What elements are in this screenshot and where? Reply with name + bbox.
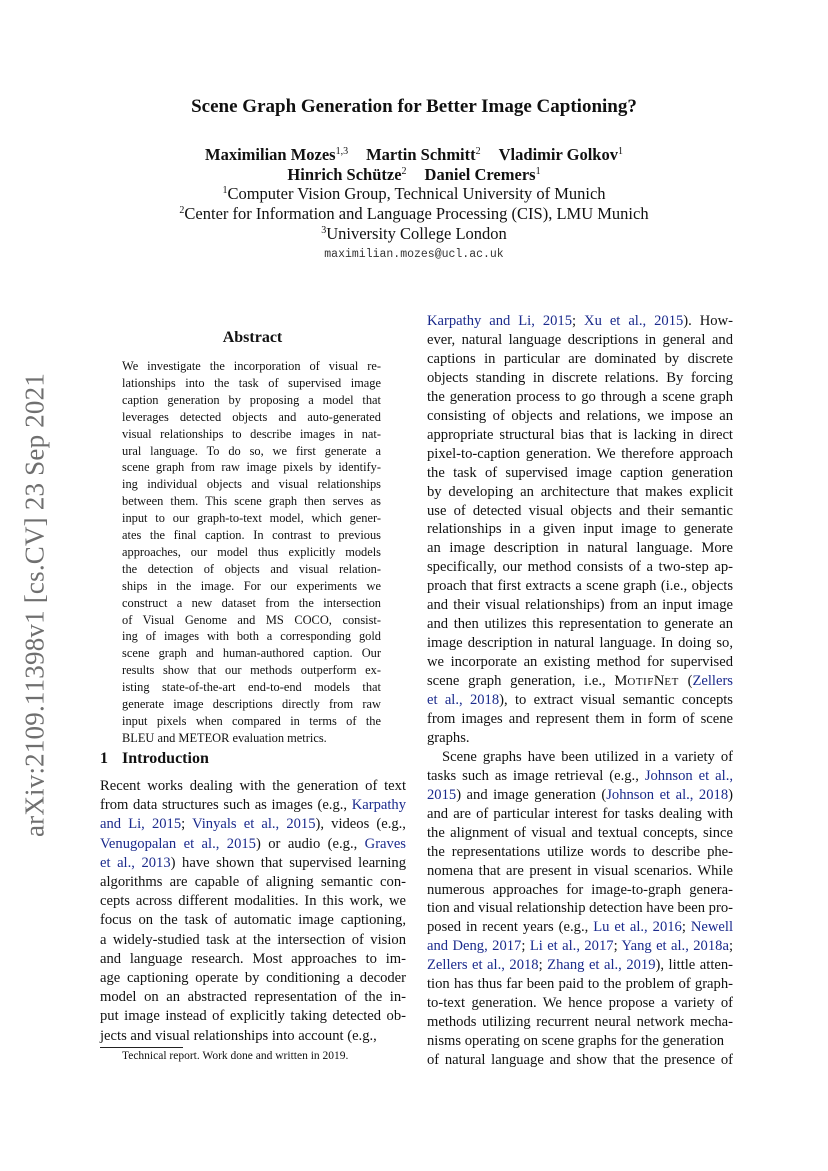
citation-link[interactable]: Zellers et al., 2018: [427, 957, 539, 974]
abstract-line: BLEU and METEOR evaluation metrics.: [122, 730, 327, 745]
affiliation-line: [0, 224, 828, 244]
text-run: ;: [521, 938, 530, 955]
text-line: [100, 835, 406, 854]
text-line: [427, 312, 733, 331]
citation-link[interactable]: Zellers: [692, 673, 733, 690]
text-run: tion and visual relationship detection have been pro-: [427, 900, 733, 917]
author-name: Maximilian Mozes$^{1,3}$: [205, 145, 349, 164]
text-line: [427, 843, 733, 862]
citation-link[interactable]: Karpathy: [351, 797, 406, 814]
text-run: ), to extract visual semantic concepts: [499, 692, 733, 708]
abstract-line: scene graph and human-authored caption. Our: [122, 646, 381, 661]
text-run: by developing an architecture that makes explicit: [427, 483, 733, 500]
abstract-line: input to our graph-to-text model, which gener-: [122, 511, 381, 526]
abstract-line: leverages detected objects and auto-generated: [122, 409, 381, 424]
text-line: [427, 653, 733, 672]
author-affiliation-marker: 1: [535, 166, 541, 177]
citation-link[interactable]: Lu et al., 2016: [593, 919, 682, 936]
text-line: [427, 558, 733, 577]
text-run: put image instead of explicitly taking detected ob-: [100, 1008, 406, 1025]
footnote-rule: [100, 1047, 183, 1048]
text-run: ) have shown that supervised learning: [170, 854, 406, 871]
text-line: [427, 672, 733, 691]
text-run: ) or audio (e.g.,: [255, 835, 365, 852]
text-line: [100, 988, 406, 1007]
text-run: to-text generation. We hence propose a variety of: [427, 995, 733, 1012]
text-run: algorithms are capable of aligning semantic con-: [100, 874, 406, 890]
text-line: [427, 520, 733, 539]
text-run: nisms operating on scene graphs for the generation: [427, 1033, 725, 1050]
section-heading-introduction: [100, 750, 209, 768]
text-run: we incorporate an existing method for supervised: [427, 654, 733, 671]
text-line: [100, 1027, 406, 1046]
citation-link[interactable]: Yang et al., 2018a: [621, 938, 729, 955]
abstract-line: ships in the image. For our experiments we: [122, 578, 381, 593]
abstract-line: of Visual Genome and MS COCO, consist-: [122, 612, 381, 627]
citation-link[interactable]: and Deng, 2017: [427, 938, 522, 955]
text-run: graphs.: [427, 729, 470, 746]
text-line: [427, 786, 733, 805]
text-line: [427, 994, 733, 1013]
text-line: [100, 969, 406, 988]
author-affiliation-marker: 1: [617, 146, 623, 157]
text-line: [427, 577, 733, 596]
text-line: [427, 937, 733, 956]
author-email: maximilian.mozes@ucl.ac.uk: [324, 248, 504, 261]
author-list-line-2: [0, 165, 828, 185]
small-caps-run: OTIF: [627, 676, 654, 689]
text-run: ;: [572, 313, 585, 329]
abstract-heading: Abstract: [222, 329, 283, 346]
text-line: [100, 815, 406, 834]
text-run: nomena that are present in visual scenarios. While: [427, 862, 733, 879]
text-line: [427, 331, 733, 350]
text-run: ;: [728, 938, 733, 955]
text-line: [427, 350, 733, 369]
text-run: ever, natural language descriptions in general and: [427, 331, 733, 348]
abstract-line: generate image descriptions directly from raw: [122, 697, 381, 711]
abstract-line: ing individual objects and visual relationships: [122, 477, 381, 492]
text-line: [100, 950, 406, 969]
author-name: Martin Schmitt$^2$: [366, 145, 481, 164]
text-line: [427, 483, 733, 502]
text-run: the alignment of visual and textual concepts, since: [427, 824, 733, 841]
section-number: 1: [100, 750, 108, 767]
text-run: Recent works dealing with the generation of text: [100, 778, 406, 794]
text-line: [427, 1032, 733, 1051]
author-list-line-1: [0, 145, 828, 165]
text-line: [427, 881, 733, 900]
citation-link[interactable]: Johnson et al., 2018: [606, 786, 729, 803]
paper-title: Scene Graph Generation for Better Image Captioning?: [191, 96, 637, 117]
text-run: and language research. Most approaches to im-: [100, 950, 406, 967]
text-line: [427, 388, 733, 407]
text-run: objects standing in discrete relations. By forcing: [427, 369, 733, 386]
text-run: scene graph generation, i.e., M: [427, 673, 628, 690]
text-run: model on an abstracted representation of the in-: [100, 989, 406, 1006]
citation-link[interactable]: Vinyals et al., 2015: [192, 816, 316, 833]
text-run: ;: [181, 816, 193, 833]
text-run: Scene graphs have been utilized in a variety of: [442, 748, 733, 765]
citation-link[interactable]: et al., 2013: [100, 854, 171, 871]
text-line: [100, 873, 406, 892]
text-line: [427, 445, 733, 464]
text-line: [427, 1013, 733, 1032]
abstract-line: ing of images with both a corresponding gold: [122, 629, 381, 644]
text-run: ;: [538, 957, 548, 974]
affiliation-line: [0, 184, 828, 204]
text-run: appropriate structural bias that is lacking in direct: [427, 426, 733, 443]
section-title: Introduction: [122, 750, 209, 767]
text-line: [427, 767, 733, 786]
text-run: ), videos (e.g.,: [315, 816, 406, 833]
affiliation-marker: 3: [321, 225, 327, 236]
text-run: a widely-studied task at the intersection of vision: [100, 931, 406, 948]
citation-link[interactable]: Johnson et al.,: [644, 767, 733, 784]
author-name: Daniel Cremers$^1$: [424, 165, 541, 184]
author-affiliation-marker: 2: [475, 146, 481, 157]
affiliation-text: Computer Vision Group, Technical University of Munich: [227, 184, 606, 203]
text-run: ): [728, 786, 733, 803]
affiliation-marker: 1: [222, 185, 228, 196]
affiliation-text: Center for Information and Language Processing (CIS), LMU Munich: [184, 204, 649, 223]
text-run: from data structures such as images (e.g.,: [100, 797, 352, 814]
affiliation-line: [0, 204, 828, 224]
text-run: of natural language and show that the presence of: [427, 1052, 733, 1069]
author-affiliation-marker: 2: [401, 166, 407, 177]
citation-link[interactable]: Li et al., 2017: [529, 938, 614, 955]
text-line: [427, 729, 733, 748]
text-run: and then utilizes this representation to generate an: [427, 616, 733, 633]
footnote: Technical report. Work done and written in 2019.: [122, 1050, 349, 1062]
text-run: N: [653, 673, 665, 690]
text-line: [100, 796, 406, 815]
abstract-line: construct a new dataset from the intersection: [122, 595, 381, 610]
abstract-line: We investigate the incorporation of visual re-: [122, 359, 381, 373]
citation-link[interactable]: 2015: [427, 786, 457, 803]
text-run: age captioning operate by conditioning a decoder: [100, 970, 406, 986]
citation-link[interactable]: Graves: [364, 835, 406, 852]
abstract-line: ates the final caption. In contrast to previous: [122, 528, 381, 542]
text-run: and are of particular interest for tasks dealing with: [427, 805, 733, 822]
abstract-line: approaches, our model thus explicitly models: [122, 544, 381, 559]
text-run: posed in recent years (e.g.,: [427, 919, 594, 936]
abstract-line: input pixels when compared in terms of the: [122, 713, 381, 728]
citation-link[interactable]: Xu et al., 2015: [584, 313, 684, 329]
text-run: relationships in a given input image to generate: [427, 521, 733, 538]
author-affiliation-marker: 1,3: [335, 146, 349, 157]
text-run: ;: [681, 919, 691, 936]
text-run: pixel-to-caption generation. We therefore approach: [427, 445, 733, 462]
citation-link[interactable]: Zhang et al., 2019: [547, 957, 656, 974]
text-line: [427, 918, 733, 937]
text-run: specifically, our method consists of a two-step ap-: [427, 559, 733, 576]
text-run: from images and represent them in form of scene: [427, 710, 733, 727]
text-run: jects and visual relationships into account (e.g.,: [100, 1027, 377, 1044]
abstract-line: lationships into the task of supervised image: [122, 375, 381, 390]
text-line: [100, 777, 406, 796]
text-line: [427, 956, 733, 975]
text-line: [427, 691, 733, 710]
text-line: [442, 748, 733, 767]
text-run: an image description in natural language. More: [427, 540, 733, 557]
text-line: [100, 892, 406, 911]
text-run: (: [678, 673, 693, 690]
text-run: methods utilizing recurrent neural network mecha-: [427, 1014, 733, 1031]
text-run: cepts across different modalities. In this work, we: [100, 893, 406, 910]
text-run: tasks such as image retrieval (e.g.,: [427, 767, 645, 784]
abstract-line: between them. This scene graph then serves as: [122, 494, 381, 509]
abstract-line: visual relationships to describe images in nat-: [122, 426, 381, 441]
text-line: [100, 1007, 406, 1026]
citation-link[interactable]: Karpathy and Li, 2015: [427, 313, 573, 329]
text-run: focus on the task of automatic image captioning,: [100, 912, 406, 929]
text-line: [100, 854, 406, 873]
text-line: [427, 862, 733, 881]
text-run: tion has thus far been paid to the problem of graph-: [427, 976, 733, 993]
abstract-line: isting state-of-the-art end-to-end models that: [122, 680, 381, 695]
text-line: [427, 805, 733, 824]
text-line: [427, 596, 733, 615]
text-run: the task of supervised image caption generation: [427, 464, 733, 481]
text-line: [427, 539, 733, 558]
text-run: and their visual relationships) from an input image: [427, 597, 733, 614]
text-run: the generation process to go through a scene graph: [427, 388, 733, 405]
text-run: ;: [613, 938, 622, 955]
text-run: numerous approaches for image-to-graph genera-: [427, 881, 733, 898]
author-name: Hinrich Schütze$^2$: [287, 165, 407, 184]
text-line: [427, 975, 733, 994]
text-line: [427, 369, 733, 388]
citation-link[interactable]: Newell: [690, 919, 734, 936]
text-line: [427, 426, 733, 445]
small-caps-run: ET: [664, 676, 679, 689]
text-line: [427, 1051, 733, 1070]
text-run: proach that first extracts a scene graph (i.e., objects: [427, 578, 733, 595]
text-run: ), little atten-: [655, 957, 734, 974]
text-line: [427, 899, 733, 918]
author-name: Vladimir Golkov$^1$: [498, 145, 623, 164]
abstract-line: the detection of objects and visual relation-: [122, 561, 381, 576]
citation-link[interactable]: and Li, 2015: [100, 816, 182, 833]
text-run: captions in particular are dominated by discrete: [427, 350, 733, 367]
citation-link[interactable]: et al., 2018: [427, 692, 500, 708]
affiliation-text: University College London: [326, 224, 507, 243]
text-line: [427, 634, 733, 653]
text-run: the representations utilize words to describe phe-: [427, 843, 733, 860]
text-run: ). How-: [683, 313, 733, 329]
affiliation-marker: 2: [179, 205, 185, 216]
text-line: [100, 911, 406, 930]
arxiv-stamp-text: arXiv:2109.11398v1 [cs.CV] 23 Sep 2021: [19, 372, 50, 838]
text-line: [427, 615, 733, 634]
text-run: consisting of objects and relations, we impose an: [427, 407, 733, 424]
arxiv-stamp: [10, 365, 60, 845]
text-line: [427, 464, 733, 483]
text-line: [427, 710, 733, 729]
text-line: [427, 407, 733, 426]
abstract-line: ural language. To do so, we first generate a: [122, 443, 381, 458]
text-line: [427, 824, 733, 843]
abstract-line: caption generation by proposing a model that: [122, 392, 381, 407]
text-line: [100, 931, 406, 950]
text-line: [427, 502, 733, 521]
citation-link[interactable]: Venugopalan et al., 2015: [100, 835, 256, 852]
text-run: ) and image generation (: [456, 786, 607, 803]
text-run: image description in natural language. In doing so,: [427, 635, 733, 652]
text-run: use of detected visual objects and their semantic: [427, 502, 733, 519]
abstract-line: scene graph from raw image pixels by identify-: [122, 460, 381, 475]
abstract-line: results show that our methods outperform ex-: [122, 663, 381, 678]
